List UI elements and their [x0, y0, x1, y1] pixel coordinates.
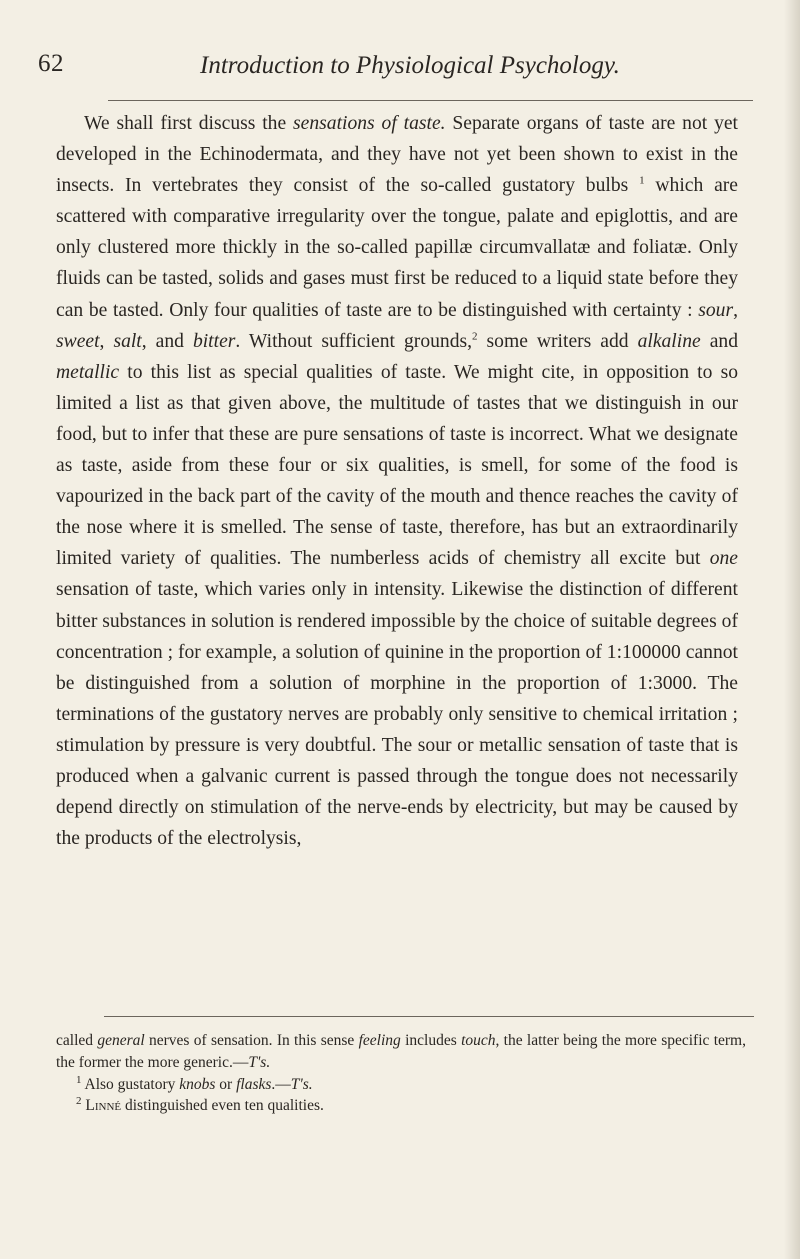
body-paragraph: We shall first discuss the sensations of taste. Separate organs of taste are not yet developed in the Echinodermata, and they have not yet been shown to exist in the insects. In vertebrates they consist of the so-called gustatory bulbs $^1$ which are scattered with comparative irregularity over the tongue, palate and epiglottis, and are only clustered more thickly in the so-called papillæ circumvallatæ and foliatæ. Only fluids can be tasted, solids and gases must first be reduced to a liquid state before they can be tasted. Only four qualities of taste are to be distinguished with certainty : sour, sweet, salt, and bitter. Without sufficient grounds,$^2$ some writers add alkaline and metallic to this list as special qualities of taste. We might cite, in opposition to so limited a list as that given above, the multitude of tastes that we distinguish in our food, but to infer that these are pure sensations of taste is incorrect. What we designate as taste, aside from these four or six qualities, is smell, for some of the food is vapourized in the back part of the cavity of the mouth and thence reaches the cavity of the nose where it is smelled. The sense of taste, therefore, has but an extraordinarily limited variety of qualities. The numberless acids of chemistry all excite but one sensation of taste, which varies only in intensity. Likewise the distinction of different bitter substances in solution is rendered impossible by the choice of suitable degrees of concentration ; for example, a solution of quinine in the proportion of 1:100000 cannot be distinguished from a solution of morphine in the proportion of 1:3000. The terminations of the gustatory nerves are probably only sensitive to chemical irritation ; stimulation by pressure is very doubtful. The sour or metallic sensation of taste that is produced when a galvanic current is passed through the tongue does not necessarily depend directly on stimulation of the nerve-ends by electricity, but may be caused by the products of the electrolysis,: [56, 113, 738, 850]
page-edge-shadow: [784, 0, 800, 1259]
header-rule: [108, 100, 753, 101]
main-text: [56, 108, 738, 854]
page-header: [38, 48, 758, 92]
author-name: Linné: [85, 1097, 122, 1115]
footnote-continuation: called general nerves of sensation. In this sense feeling includes touch, the latter being the more specific term, the former the more generic.—T's.: [56, 1032, 746, 1071]
footnote-2: $^2$ Linné distinguished even ten qualities.: [76, 1095, 324, 1115]
running-title: Introduction to Physiological Psychology.: [200, 52, 620, 79]
page-number: 62: [38, 50, 64, 77]
footnote-1: $^1$ Also gustatory knobs or flasks.—T's.: [76, 1073, 313, 1093]
footnote-rule: [104, 1016, 754, 1017]
footnote-ref-1: 1: [639, 174, 645, 187]
footnote-ref-2: 2: [472, 330, 478, 343]
footnotes: [56, 1030, 746, 1117]
